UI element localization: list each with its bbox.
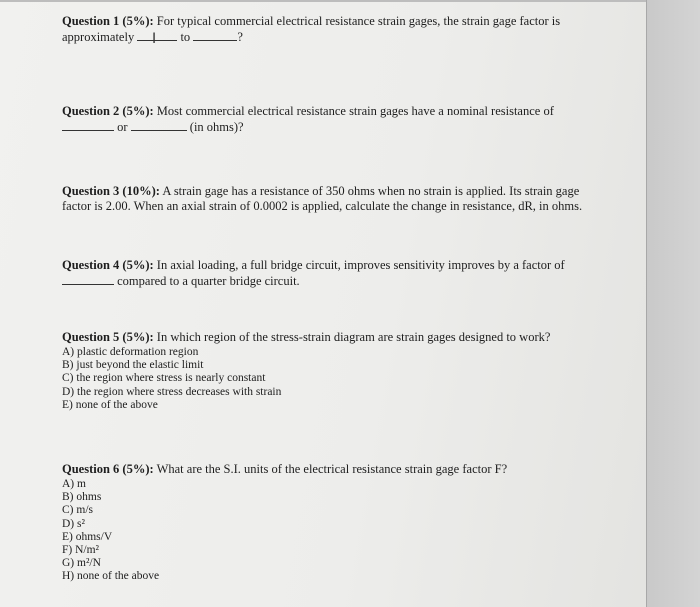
question-2-mid: or — [117, 120, 128, 134]
text-cursor-icon: I — [152, 31, 157, 47]
question-1-label: Question 1 (5%): — [62, 14, 154, 28]
question-4-post: compared to a quarter bridge circuit. — [117, 274, 300, 288]
question-5-option-a[interactable]: A) plastic deformation region — [62, 346, 199, 358]
question-6-option-a[interactable]: A) m — [62, 478, 86, 490]
question-2-label: Question 2 (5%): — [62, 104, 154, 118]
question-5-label: Question 5 (5%): — [62, 330, 154, 344]
question-6-option-d[interactable]: D) s² — [62, 517, 85, 530]
question-5-option-e[interactable]: E) none of the above — [62, 398, 158, 411]
question-6-option-e[interactable]: E) ohms/V — [62, 530, 113, 543]
page-edge-background — [646, 0, 700, 607]
question-5-text: In which region of the stress-strain diagram are strain gages designed to work? — [156, 330, 551, 344]
question-6-options — [62, 478, 642, 584]
question-4-blank[interactable] — [62, 273, 114, 285]
top-divider — [0, 0, 700, 2]
question-6-option-c[interactable]: C) m/s — [62, 504, 93, 517]
question-5 — [62, 330, 642, 412]
question-3-label: Question 3 (10%): — [62, 184, 160, 198]
question-6-label: Question 6 (5%): — [62, 462, 154, 476]
question-6-option-g[interactable]: G) m²/N — [62, 557, 101, 570]
question-6-text: What are the S.I. units of the electrical resistance strain gage factor F? — [156, 462, 508, 476]
question-2-post: (in ohms)? — [189, 120, 244, 134]
question-5-option-c[interactable]: C) the region where stress is nearly constant — [62, 372, 266, 385]
question-6-option-b[interactable]: B) ohms — [62, 491, 102, 504]
question-2-text: Most commercial electrical resistance strain gages have a nominal resistance of — [156, 104, 554, 118]
question-6 — [62, 462, 642, 584]
question-2-blank-2[interactable] — [131, 119, 187, 131]
question-1-pre: approximately — [62, 30, 135, 44]
question-3-text-line-1: A strain gage has a resistance of 350 ohms when no strain is applied. Its strain gage — [162, 184, 580, 198]
question-1-mid: to — [180, 30, 191, 44]
question-1-blank-1[interactable] — [137, 29, 177, 41]
question-5-options — [62, 346, 642, 412]
question-4 — [62, 258, 642, 289]
question-6-option-h[interactable]: H) none of the above — [62, 570, 160, 583]
question-2-blank-1[interactable] — [62, 119, 114, 131]
question-3-text-line-2: factor is 2.00. When an axial strain of 0.0002 is applied, calculate the change in resistance, dR, in ohms. — [62, 199, 583, 213]
question-1 — [62, 14, 642, 45]
question-6-option-f[interactable]: F) N/m² — [62, 544, 99, 557]
question-2 — [62, 104, 642, 135]
question-4-text: In axial loading, a full bridge circuit, improves sensitivity improves by a factor of — [156, 258, 565, 272]
question-5-option-d[interactable]: D) the region where stress decreases with strain — [62, 385, 282, 398]
question-1-blank-2[interactable] — [193, 29, 237, 41]
question-4-label: Question 4 (5%): — [62, 258, 154, 272]
question-3 — [62, 184, 642, 214]
question-5-option-b[interactable]: B) just beyond the elastic limit — [62, 359, 204, 372]
question-1-post: ? — [237, 30, 243, 44]
question-1-text: For typical commercial electrical resistance strain gages, the strain gage factor is — [156, 14, 561, 28]
